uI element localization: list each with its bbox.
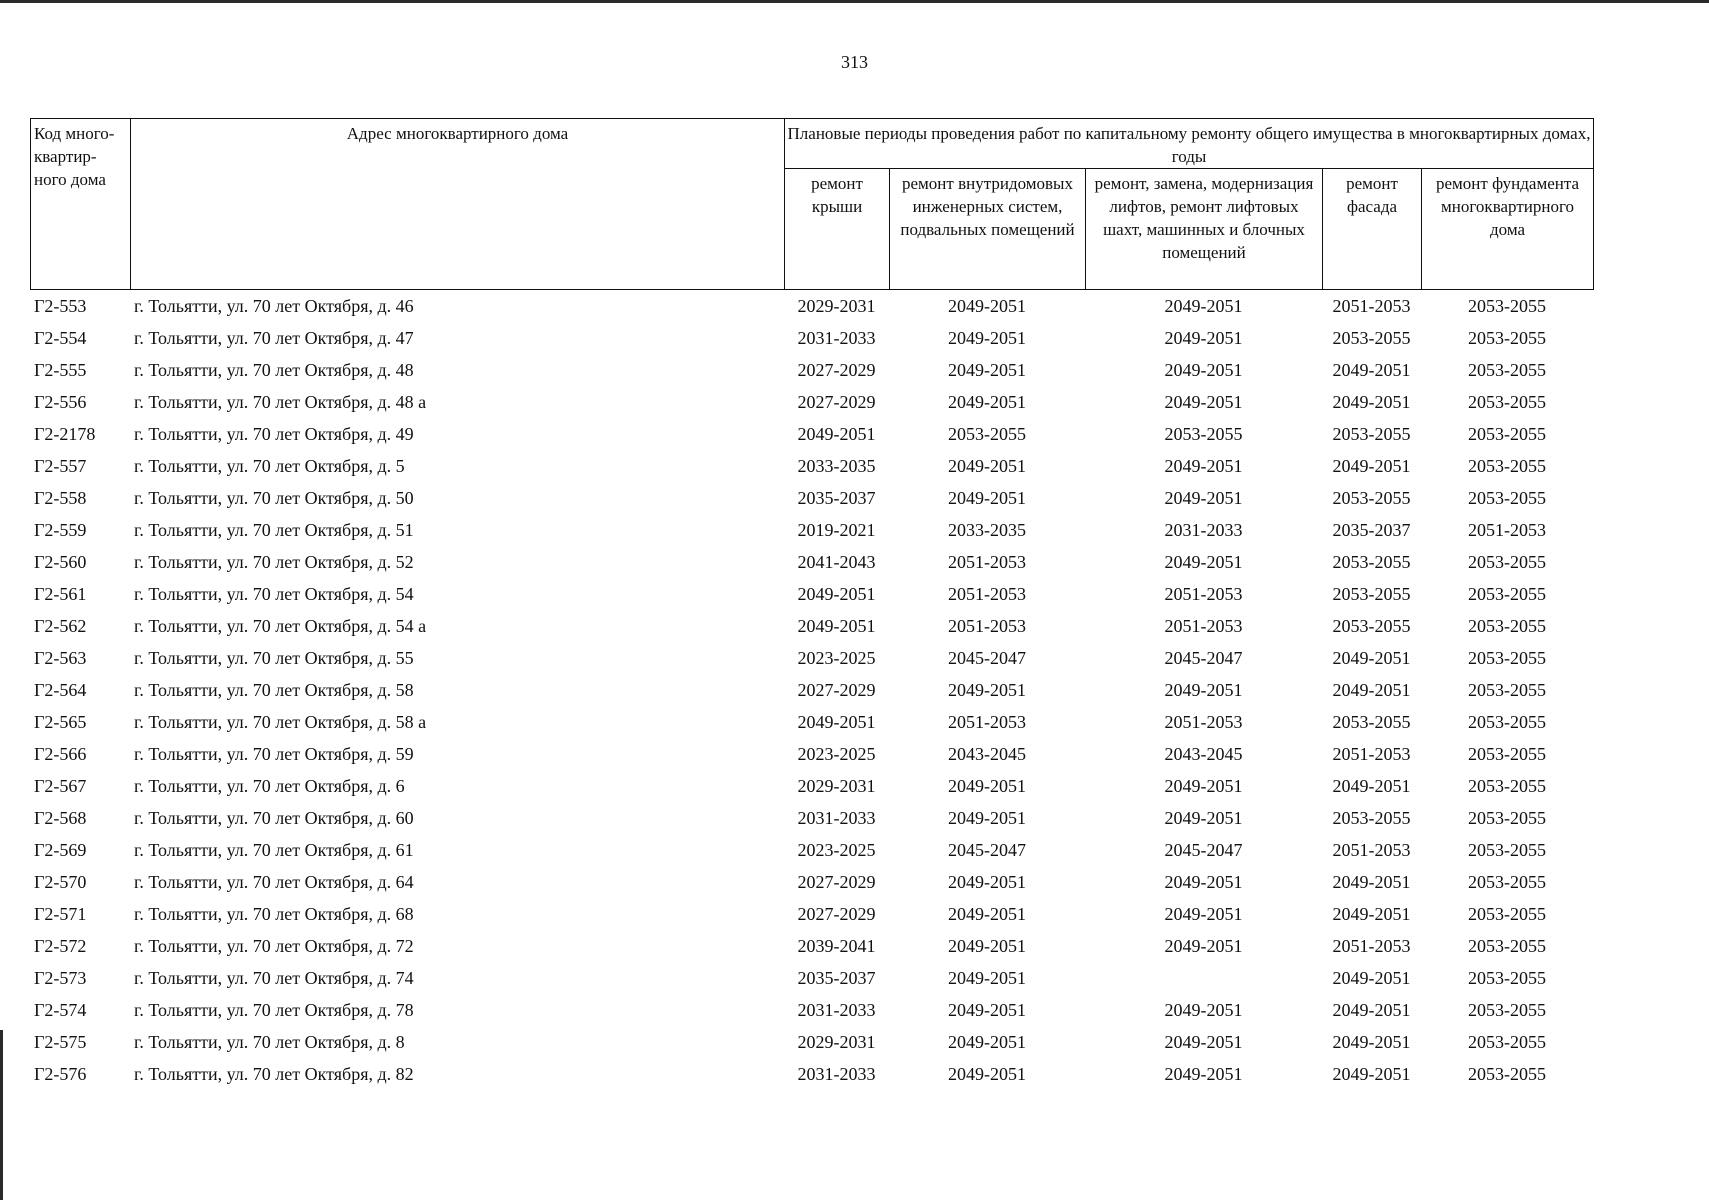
cell-code: Г2-571 [34,904,87,924]
cell-roof: 2019-2021 [797,520,876,540]
cell-code: Г2-565 [34,712,87,732]
cell-engineering: 2053-2055 [948,424,1026,444]
cell-facade: 2051-2053 [1332,840,1411,860]
cell-elevators: 2051-2053 [1164,712,1243,732]
cell-code: Г2-554 [34,328,87,348]
cell-roof: 2049-2051 [797,712,876,732]
cell-elevators: 2053-2055 [1164,424,1243,444]
cell-foundation: 2053-2055 [1468,648,1546,668]
cell-facade: 2053-2055 [1332,808,1411,828]
cell-engineering: 2051-2053 [948,712,1026,732]
cell-code: Г2-563 [34,648,87,668]
cell-foundation: 2053-2055 [1468,808,1546,828]
header-address: Адрес многоквартирного дома [131,119,785,290]
cell-roof: 2031-2033 [797,1000,876,1020]
table-row [30,584,1593,616]
cell-elevators: 2051-2053 [1164,616,1243,636]
cell-address: г. Тольятти, ул. 70 лет Октября, д. 5 [134,456,405,476]
cell-foundation: 2053-2055 [1468,616,1546,636]
cell-foundation: 2053-2055 [1468,584,1546,604]
cell-facade: 2049-2051 [1332,360,1411,380]
cell-code: Г2-576 [34,1064,87,1084]
cell-code: Г2-564 [34,680,87,700]
cell-elevators: 2049-2051 [1164,872,1243,892]
header-roof: ремонт крыши [785,169,890,290]
cell-code: Г2-566 [34,744,87,764]
cell-roof: 2023-2025 [797,840,876,860]
cell-elevators: 2049-2051 [1164,328,1243,348]
cell-foundation: 2051-2053 [1468,520,1546,540]
cell-address: г. Тольятти, ул. 70 лет Октября, д. 59 [134,744,414,764]
cell-roof: 2031-2033 [797,1064,876,1084]
cell-code: Г2-559 [34,520,87,540]
cell-engineering: 2049-2051 [948,872,1026,892]
cell-foundation: 2053-2055 [1468,744,1546,764]
cell-address: г. Тольятти, ул. 70 лет Октября, д. 48 а [134,392,427,412]
cell-roof: 2049-2051 [797,424,876,444]
cell-facade: 2053-2055 [1332,584,1411,604]
cell-roof: 2039-2041 [797,936,876,956]
cell-engineering: 2049-2051 [948,488,1026,508]
cell-facade: 2053-2055 [1332,552,1411,572]
cell-foundation: 2053-2055 [1468,360,1546,380]
cell-code: Г2-553 [34,296,87,316]
cell-address: г. Тольятти, ул. 70 лет Октября, д. 74 [134,968,414,988]
table-row [30,1064,1593,1096]
cell-code: Г2-573 [34,968,87,988]
cell-facade: 2053-2055 [1332,616,1411,636]
table-row [30,712,1593,744]
cell-code: Г2-558 [34,488,87,508]
table-row [30,488,1593,520]
cell-roof: 2029-2031 [797,296,876,316]
cell-elevators: 2049-2051 [1164,488,1243,508]
table-row [30,1032,1593,1064]
cell-code: Г2-557 [34,456,87,476]
cell-foundation: 2053-2055 [1468,552,1546,572]
cell-elevators: 2049-2051 [1164,808,1243,828]
cell-roof: 2041-2043 [797,552,876,572]
cell-roof: 2031-2033 [797,328,876,348]
cell-roof: 2033-2035 [797,456,876,476]
cell-address: г. Тольятти, ул. 70 лет Октября, д. 46 [134,296,414,316]
table-row [30,776,1593,808]
table-row [30,392,1593,424]
cell-address: г. Тольятти, ул. 70 лет Октября, д. 48 [134,360,414,380]
cell-address: г. Тольятти, ул. 70 лет Октября, д. 54 [134,584,414,604]
cell-roof: 2029-2031 [797,776,876,796]
scan-border-top [0,0,1709,3]
cell-code: Г2-572 [34,936,87,956]
cell-address: г. Тольятти, ул. 70 лет Октября, д. 64 [134,872,414,892]
cell-facade: 2053-2055 [1332,712,1411,732]
cell-facade: 2053-2055 [1332,328,1411,348]
cell-facade: 2049-2051 [1332,776,1411,796]
cell-roof: 2031-2033 [797,808,876,828]
cell-code: Г2-575 [34,1032,87,1052]
cell-foundation: 2053-2055 [1468,904,1546,924]
cell-elevators: 2051-2053 [1164,584,1243,604]
cell-engineering: 2043-2045 [948,744,1026,764]
cell-elevators: 2049-2051 [1164,776,1243,796]
table-row [30,936,1593,968]
table-row [30,616,1593,648]
cell-elevators: 2045-2047 [1164,648,1243,668]
cell-code: Г2-561 [34,584,87,604]
cell-code: Г2-569 [34,840,87,860]
cell-facade: 2049-2051 [1332,392,1411,412]
cell-address: г. Тольятти, ул. 70 лет Октября, д. 8 [134,1032,405,1052]
cell-roof: 2027-2029 [797,904,876,924]
header-elevators: ремонт, замена, модернизация лифтов, ремонт лифтовых шахт, машинных и блочных помещений [1086,169,1323,290]
cell-facade: 2051-2053 [1332,296,1411,316]
cell-foundation: 2053-2055 [1468,840,1546,860]
cell-engineering: 2049-2051 [948,904,1026,924]
cell-facade: 2049-2051 [1332,1000,1411,1020]
cell-engineering: 2049-2051 [948,1064,1026,1084]
page-number: 313 [841,52,868,72]
table-row [30,680,1593,712]
cell-engineering: 2049-2051 [948,1032,1026,1052]
cell-engineering: 2033-2035 [948,520,1026,540]
cell-address: г. Тольятти, ул. 70 лет Октября, д. 51 [134,520,414,540]
cell-address: г. Тольятти, ул. 70 лет Октября, д. 6 [134,776,405,796]
cell-address: г. Тольятти, ул. 70 лет Октября, д. 60 [134,808,414,828]
cell-elevators: 2049-2051 [1164,552,1243,572]
cell-foundation: 2053-2055 [1468,680,1546,700]
cell-engineering: 2051-2053 [948,584,1026,604]
cell-facade: 2049-2051 [1332,872,1411,892]
cell-elevators: 2049-2051 [1164,296,1243,316]
cell-elevators: 2043-2045 [1164,744,1243,764]
cell-roof: 2035-2037 [797,488,876,508]
cell-facade: 2049-2051 [1332,968,1411,988]
cell-engineering: 2049-2051 [948,328,1026,348]
cell-foundation: 2053-2055 [1468,296,1546,316]
cell-foundation: 2053-2055 [1468,776,1546,796]
cell-facade: 2049-2051 [1332,648,1411,668]
cell-engineering: 2049-2051 [948,1000,1026,1020]
cell-elevators: 2049-2051 [1164,360,1243,380]
cell-code: Г2-568 [34,808,87,828]
table-row [30,424,1593,456]
cell-foundation: 2053-2055 [1468,872,1546,892]
cell-elevators: 2049-2051 [1164,936,1243,956]
cell-engineering: 2045-2047 [948,840,1026,860]
cell-code: Г2-562 [34,616,87,636]
header-code: Код много-квартир-ного дома [31,119,131,290]
cell-address: г. Тольятти, ул. 70 лет Октября, д. 68 [134,904,414,924]
cell-elevators: 2049-2051 [1164,904,1243,924]
cell-address: г. Тольятти, ул. 70 лет Октября, д. 58 а [134,712,427,732]
cell-address: г. Тольятти, ул. 70 лет Октября, д. 54 а [134,616,427,636]
cell-foundation: 2053-2055 [1468,424,1546,444]
header-engineering: ремонт внутридомовых инженерных систем, подвальных помещений [890,169,1086,290]
cell-address: г. Тольятти, ул. 70 лет Октября, д. 49 [134,424,414,444]
cell-facade: 2051-2053 [1332,744,1411,764]
cell-engineering: 2049-2051 [948,392,1026,412]
cell-engineering: 2045-2047 [948,648,1026,668]
cell-address: г. Тольятти, ул. 70 лет Октября, д. 55 [134,648,414,668]
cell-address: г. Тольятти, ул. 70 лет Октября, д. 78 [134,1000,414,1020]
cell-roof: 2049-2051 [797,584,876,604]
cell-roof: 2027-2029 [797,680,876,700]
cell-address: г. Тольятти, ул. 70 лет Октября, д. 47 [134,328,414,348]
cell-foundation: 2053-2055 [1468,712,1546,732]
cell-facade: 2049-2051 [1332,1032,1411,1052]
cell-roof: 2027-2029 [797,392,876,412]
table-row [30,648,1593,680]
cell-elevators: 2049-2051 [1164,1032,1243,1052]
cell-foundation: 2053-2055 [1468,1000,1546,1020]
header-periods: Плановые периоды проведения работ по капитальному ремонту общего имущества в многоквартирных домах, годы [785,119,1594,169]
cell-roof: 2023-2025 [797,744,876,764]
table-row [30,328,1593,360]
table-row [30,744,1593,776]
cell-engineering: 2049-2051 [948,936,1026,956]
cell-elevators [1085,968,1322,1000]
cell-address: г. Тольятти, ул. 70 лет Октября, д. 61 [134,840,414,860]
cell-code: Г2-574 [34,1000,87,1020]
cell-foundation: 2053-2055 [1468,1064,1546,1084]
cell-facade: 2051-2053 [1332,936,1411,956]
cell-elevators: 2049-2051 [1164,1064,1243,1084]
table-row [30,808,1593,840]
table-row [30,968,1593,1000]
table-row [30,1000,1593,1032]
cell-code: Г2-567 [34,776,87,796]
cell-address: г. Тольятти, ул. 70 лет Октября, д. 82 [134,1064,414,1084]
header-foundation: ремонт фундамента многоквартирного дома [1422,169,1594,290]
cell-facade: 2053-2055 [1332,424,1411,444]
cell-roof: 2027-2029 [797,360,876,380]
cell-engineering: 2049-2051 [948,456,1026,476]
table-row [30,296,1593,328]
cell-engineering: 2049-2051 [948,680,1026,700]
table-row [30,456,1593,488]
table-row [30,904,1593,936]
cell-facade: 2049-2051 [1332,904,1411,924]
table-header [30,118,1594,290]
cell-facade: 2035-2037 [1332,520,1411,540]
table-body [30,296,1593,1096]
cell-roof: 2035-2037 [797,968,876,988]
cell-roof: 2029-2031 [797,1032,876,1052]
cell-facade: 2053-2055 [1332,488,1411,508]
table-row [30,552,1593,584]
cell-address: г. Тольятти, ул. 70 лет Октября, д. 50 [134,488,414,508]
cell-engineering: 2051-2053 [948,552,1026,572]
cell-code: Г2-560 [34,552,87,572]
cell-foundation: 2053-2055 [1468,392,1546,412]
cell-engineering: 2051-2053 [948,616,1026,636]
cell-foundation: 2053-2055 [1468,328,1546,348]
cell-code: Г2-570 [34,872,87,892]
cell-facade: 2049-2051 [1332,680,1411,700]
cell-elevators: 2031-2033 [1164,520,1243,540]
cell-roof: 2023-2025 [797,648,876,668]
cell-elevators: 2049-2051 [1164,392,1243,412]
table-row [30,840,1593,872]
cell-roof: 2027-2029 [797,872,876,892]
cell-engineering: 2049-2051 [948,808,1026,828]
cell-elevators: 2045-2047 [1164,840,1243,860]
cell-facade: 2049-2051 [1332,456,1411,476]
cell-facade: 2049-2051 [1332,1064,1411,1084]
scan-border-left [0,1030,3,1200]
cell-engineering: 2049-2051 [948,360,1026,380]
cell-foundation: 2053-2055 [1468,488,1546,508]
cell-elevators: 2049-2051 [1164,1000,1243,1020]
cell-engineering: 2049-2051 [948,968,1026,988]
cell-foundation: 2053-2055 [1468,456,1546,476]
table-row [30,872,1593,904]
cell-elevators: 2049-2051 [1164,680,1243,700]
cell-address: г. Тольятти, ул. 70 лет Октября, д. 58 [134,680,414,700]
cell-engineering: 2049-2051 [948,776,1026,796]
table-row [30,520,1593,552]
header-facade: ремонт фасада [1323,169,1422,290]
table-row [30,360,1593,392]
cell-elevators: 2049-2051 [1164,456,1243,476]
cell-address: г. Тольятти, ул. 70 лет Октября, д. 72 [134,936,414,956]
cell-roof: 2049-2051 [797,616,876,636]
cell-code: Г2-556 [34,392,87,412]
cell-engineering: 2049-2051 [948,296,1026,316]
cell-foundation: 2053-2055 [1468,968,1546,988]
cell-address: г. Тольятти, ул. 70 лет Октября, д. 52 [134,552,414,572]
cell-foundation: 2053-2055 [1468,1032,1546,1052]
cell-code: Г2-555 [34,360,87,380]
cell-code: Г2-2178 [34,424,96,444]
cell-foundation: 2053-2055 [1468,936,1546,956]
